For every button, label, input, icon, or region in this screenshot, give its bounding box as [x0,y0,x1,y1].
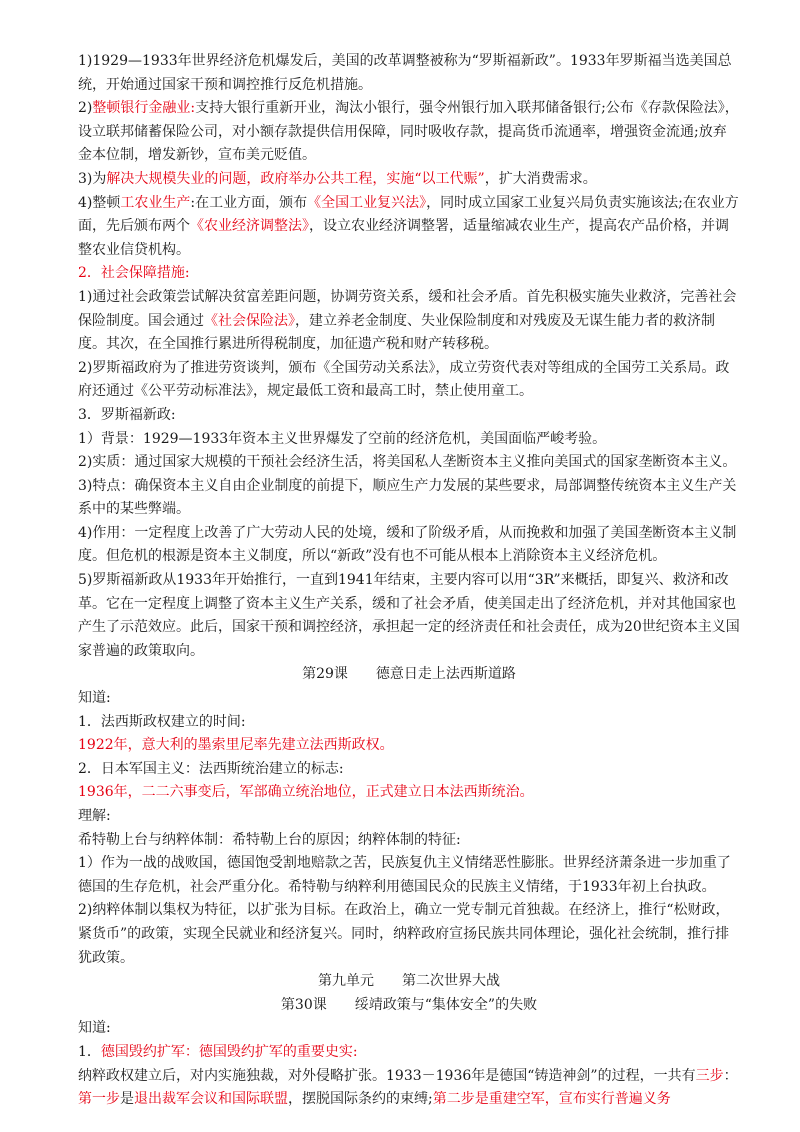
text: 4)整顿 [78,194,121,211]
highlight-text: 《农业经济调整法》 [190,218,309,235]
text: ，建立养老金制度、失业保险制度和对残废及无谋生能力者的救济制度。其次，在全国推行累进所得税制度，加征遗产税和财产转移税。 [78,312,715,353]
text: 纳粹政权建立后，对内实施独裁，对外侵略扩张。1933－1936年是德国“铸造神剑”的过程，一共有 [78,1067,696,1084]
lesson-number: 第29课 [302,666,348,683]
paragraph-social-policy [78,286,740,357]
text: 支持大银行重新开业，淘汰小银行，强令州银行加入联邦储备银行;公布《存款保险法》，设立联邦储蓄保险公司，对小额存款提供信用保障，同时吸收存款，提高货币流通率，增强资金流通;放弃金本位制，增发新钞，宣布美元贬值。 [78,100,739,164]
highlight-text: 《全国工业复兴法》 [307,194,427,211]
paragraph-hitler-rise: 1）作为一战的战败国，德国饱受割地赔款之苦，民族复仇主义情绪恶性膨胀。世界经济萧条进一步加重了德国的生存危机，社会严重分化。希特勒与纳粹利用德国民众的民族主义情绪，于1933年初上台执政。 [78,855,731,895]
paragraph-features: 3)特点：确保资本主义自由企业制度的前提下，顺应生产力发展的某些要求，局部调整传统资本主义生产关系中的某些弊端。 [78,477,737,518]
paragraph-labor-relations: 2)罗斯福政府为了推进劳资谈判，颁布《全国劳动关系法》，成立劳资代表对等组成的全国劳工关系局。政府还通过《公平劳动标准法》，规定最低工资和最高工时，禁止使用童工。 [78,359,730,400]
text: 1)通过社会政策尝试解决贫富差距问题，协调劳资关系，缓和社会矛盾。首先积极实施失业救济，完善社会保险制度。国会通过 [78,288,737,329]
highlight-text: 《社会保险法》 [204,312,295,329]
paragraph-nazi-system: 2)纳粹体制以集权为特征，以扩张为目标。在政治上，确立一党专制元首独裁。在经济上，推行“松财政，紧货币”的政策，实现全民就业和经济复兴。同时，纳粹政府宣扬民族共同体理论，强化社会统制，推行排犹政策。 [78,902,730,966]
highlight-text: 三步 [695,1067,724,1084]
lesson-number: 第30课 [280,996,327,1013]
text: ，设立农业经济调整署，适量缩减农业生产，提高农产品价格，并调整农业信贷机构。 [78,218,729,258]
paragraph-background: 1）背景：1929—1933年资本主义世界爆发了空前的经济危机，美国面临严峻考验。 [78,430,607,447]
lesson-30-title [78,994,740,1018]
text: 3)为 [78,170,107,187]
unit-number: 第九单元 [318,973,374,990]
label-know: 知道: [78,690,111,707]
text: ： [723,1067,738,1084]
question [78,1041,740,1065]
paragraph-effects: 4)作用：一定程度上改善了广大劳动人民的处境，缓和了阶级矛盾，从而挽救和加强了美国垄断资本主义制度。但危机的根源是资本主义制度，所以“新政”没有也不可能从根本上消除资本主义经济危机。 [78,524,737,565]
highlight-text: 退出裁军会议和国际联盟 [134,1091,288,1108]
paragraph-summary: 5)罗斯福新政从1933年开始推行，一直到1941年结束，主要内容可以用“3R”来概括，即复兴、救济和改革。它在一定程度上调整了资本主义生产关系，缓和了社会矛盾，使美国走出了经济危机，并对其他国家也产生了示范效应。此后，国家干预和调控经济，承担起一定的经济责任和社会责任，成为20世纪资本主义国家普遍的政策取向。 [78,572,740,659]
text: ，摆脱国际条约的束缚; [288,1091,433,1108]
highlight-text: 第一步 [78,1091,120,1108]
label-understand: 理解: [78,808,111,824]
highlight-text: 第二步是重建空军，宣布实行普遍义务 [432,1091,671,1108]
text: :在工业方面，颁布 [190,194,308,211]
highlight-text: 解决大规模失业的问题，政府举办公共工程，实施“以工代赈” [106,170,485,187]
paragraph-banking [78,97,740,168]
highlight-text: 德国毁约扩军：德国毁约扩军的重要史实: [100,1043,358,1060]
paragraph-essence: 2)实质：通过国家大规模的干预社会经济生活，将美国私人垄断资本主义推向美国式的国家垄断资本主义。 [78,454,737,471]
unit-9-title [78,970,740,994]
heading-social-security: 2．社会保障措施: [78,265,190,282]
label-know: 知道: [78,1020,111,1037]
text: ，同时成立国家工业复兴局负责实施该法;在农业方面，先后颁布两个 [78,194,739,235]
heading-hitler: 希特勒上台与纳粹体制：希特勒上台的原因；纳粹体制的特征: [78,831,461,848]
unit-title: 第二次世界大战 [402,973,500,990]
heading-new-deal: 3．罗斯福新政: [78,406,176,423]
paragraph-industry-agriculture [78,192,740,263]
lesson-title: 绥靖政策与“集体安全”的失败 [354,996,538,1013]
text: 1． [78,1043,101,1060]
highlight-text: 整顿银行金融业: [92,100,196,117]
text: ，扩大消费需求。 [484,170,597,187]
text: 2) [78,100,93,117]
question: 1．法西斯政权建立的时间: [78,713,246,730]
question: 2．日本军国主义：法西斯统治建立的标志: [78,760,344,777]
paragraph-rearmament [78,1065,740,1112]
highlight-text: 工农业生产 [120,194,191,211]
text: 是 [120,1091,134,1108]
answer: 1936年，二二六事变后，军部确立统治地位，正式建立日本法西斯统治。 [78,784,534,801]
answer: 1922年，意大利的墨索里尼率先建立法西斯政权。 [78,737,394,754]
paragraph-new-deal-intro: 1)1929—1933年世界经济危机爆发后，美国的改革调整被称为“罗斯福新政”。1933年罗斯福当选美国总统，开始通过国家干预和调控推行反危机措施。 [78,53,732,93]
lesson-29-title [78,663,740,687]
paragraph-unemployment [78,168,740,192]
lesson-title: 德意日走上法西斯道路 [375,666,516,683]
